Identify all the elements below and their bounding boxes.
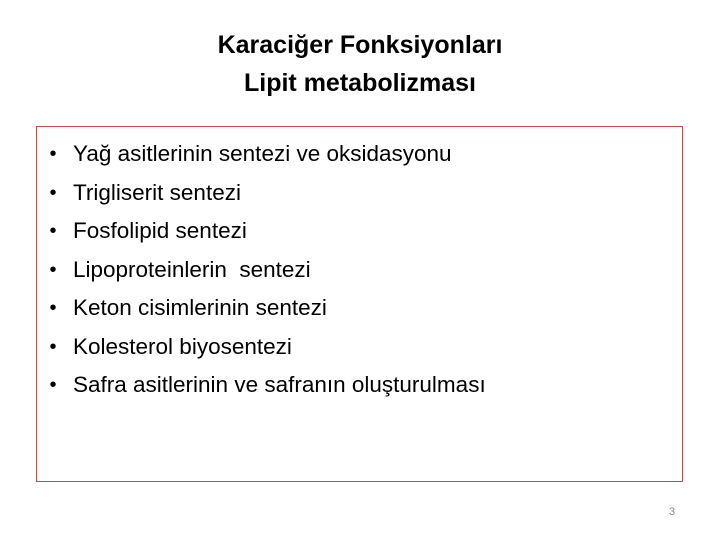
bullet-text: Safra asitlerinin ve safranın oluşturulması	[73, 372, 486, 397]
slide-title-line-1: Karaciğer Fonksiyonları	[217, 31, 503, 59]
bullet-text: Kolesterol biyosentezi	[73, 333, 292, 359]
bullet-text: Fosfolipid sentezi	[73, 218, 247, 243]
bullet-item-cholesterol	[37, 328, 682, 367]
slide-title	[0, 26, 720, 102]
bullet-icon: •	[49, 181, 57, 204]
bullet-item-ketone-bodies	[37, 289, 682, 328]
slide-title-line-2: Lipit metabolizması	[244, 69, 476, 97]
bullet-text: Lipoproteinlerin sentezi	[73, 256, 311, 282]
bullet-icon: •	[49, 220, 57, 242]
bullet-icon: •	[49, 258, 57, 281]
bullet-text: Trigliserit sentezi	[73, 179, 241, 205]
bullet-item-phospholipid	[37, 212, 682, 251]
page-number: 3	[668, 506, 676, 518]
bullet-item-fatty-acids	[37, 135, 682, 174]
bullet-text: Keton cisimlerinin sentezi	[73, 295, 327, 320]
bullet-list	[37, 135, 682, 405]
bullet-item-triglyceride	[37, 174, 682, 213]
content-box	[36, 126, 683, 482]
bullet-icon: •	[49, 143, 57, 165]
bullet-icon: •	[49, 335, 57, 358]
bullet-item-lipoprotein	[37, 251, 682, 290]
bullet-item-bile-acids	[37, 366, 682, 405]
bullet-icon: •	[49, 374, 57, 396]
bullet-icon: •	[49, 297, 57, 319]
bullet-text: Yağ asitlerinin sentezi ve oksidasyonu	[73, 141, 452, 166]
